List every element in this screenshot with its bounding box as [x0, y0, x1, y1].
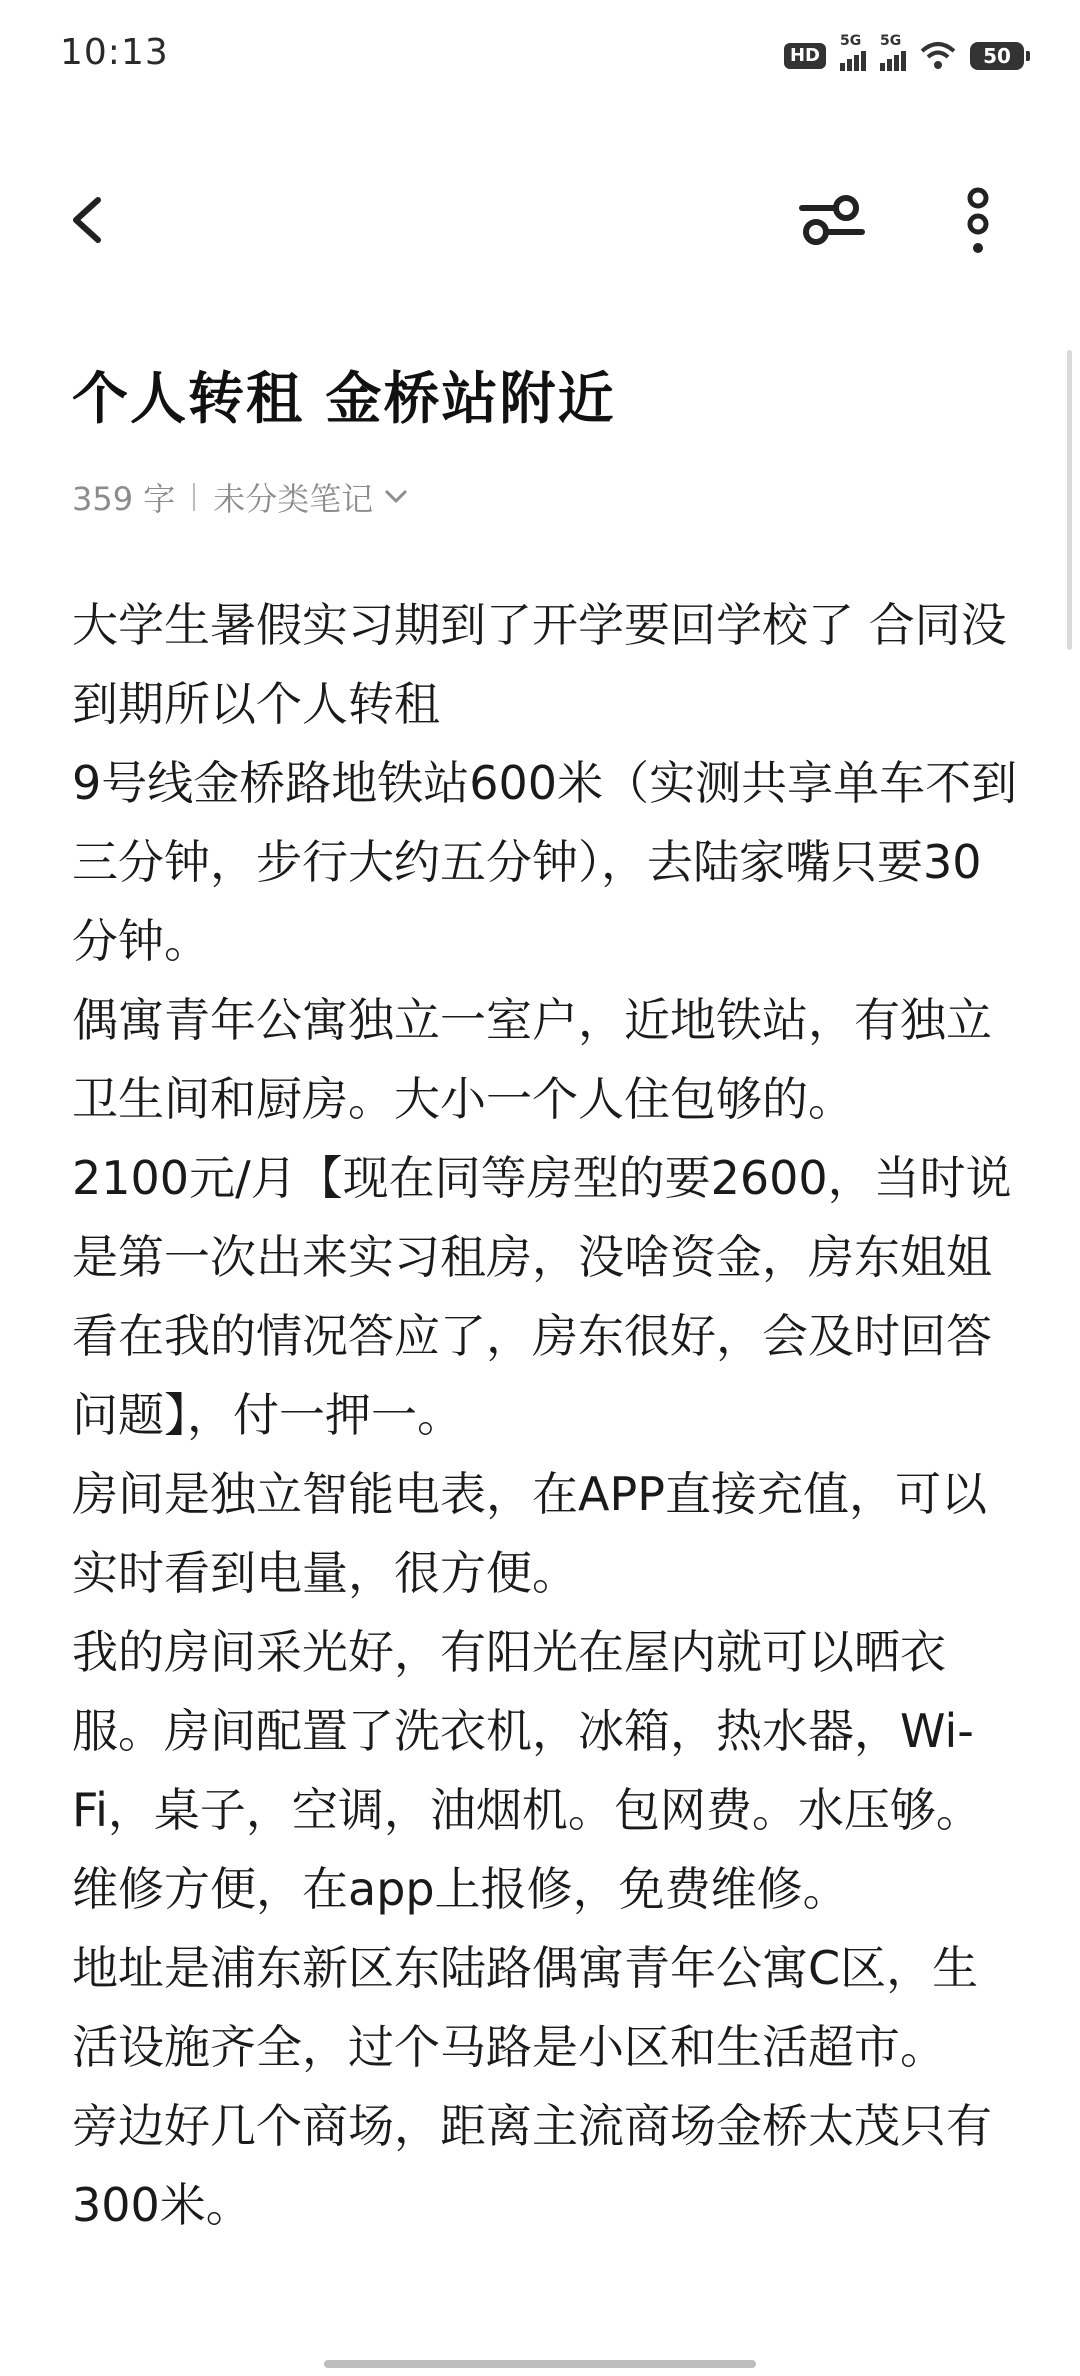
note-paragraph: 偶寓青年公寓独立一室户，近地铁站，有独立卫生间和厨房。大小一个人住包够的。 — [72, 993, 992, 1126]
meta-divider — [193, 483, 195, 511]
signal-5g-icon: 5G — [880, 41, 906, 71]
filter-settings-button[interactable] — [796, 188, 868, 252]
note-body[interactable] — [72, 586, 1022, 2245]
chevron-down-icon — [383, 488, 409, 506]
battery-icon: 50 — [970, 42, 1024, 70]
note-meta — [72, 474, 409, 520]
more-options-button[interactable] — [950, 184, 1006, 256]
filter-settings-icon — [796, 188, 868, 252]
back-button[interactable] — [60, 192, 116, 248]
note-paragraph: 维修方便，在app上报修，免费维修。 — [72, 1862, 849, 1916]
note-paragraph: 地址是浦东新区东陆路偶寓青年公寓C区，生活设施齐全，过个马路是小区和生活超市。 — [72, 1941, 979, 2074]
category-label: 未分类笔记 — [213, 480, 374, 518]
status-bar — [0, 0, 1080, 110]
note-paragraph: 大学生暑假实习期到了开学要回学校了 合同没到期所以个人转租 — [72, 598, 1007, 731]
note-paragraph: 我的房间采光好，有阳光在屋内就可以晒衣服。房间配置了洗衣机，冰箱，热水器，Wi-Fi，桌子，空调，油烟机。包网费。水压够。 — [72, 1625, 982, 1837]
more-vertical-icon — [950, 184, 1006, 256]
back-arrow-icon — [60, 192, 116, 248]
home-indicator[interactable] — [324, 2360, 756, 2368]
note-paragraph: 旁边好几个商场，距离主流商场金桥太茂只有300米。 — [72, 2099, 992, 2232]
note-toolbar — [0, 170, 1080, 270]
status-time: 10:13 — [60, 32, 169, 73]
note-paragraph: 2100元/月【现在同等房型的要2600，当时说是第一次出来实习租房，没啥资金，房东姐姐看在我的情况答应了，房东很好，会及时回答问题】，付一押一。 — [72, 1151, 1012, 1442]
note-paragraph: 9号线金桥路地铁站600米（实测共享单车不到三分钟，步行大约五分钟），去陆家嘴只要30分钟。 — [72, 756, 1018, 968]
hd-call-icon: HD — [784, 43, 826, 69]
status-icons — [784, 33, 1024, 74]
scrollbar[interactable] — [1067, 350, 1072, 650]
word-count: 359 字 — [72, 480, 176, 518]
note-title[interactable]: 个人转租 金桥站附近 — [72, 367, 616, 432]
note-paragraph: 房间是独立智能电表，在APP直接充值，可以实时看到电量，很方便。 — [72, 1467, 987, 1600]
wifi-icon — [920, 41, 956, 71]
category-dropdown[interactable] — [213, 474, 409, 520]
signal-5g-icon: 5G — [840, 41, 866, 71]
